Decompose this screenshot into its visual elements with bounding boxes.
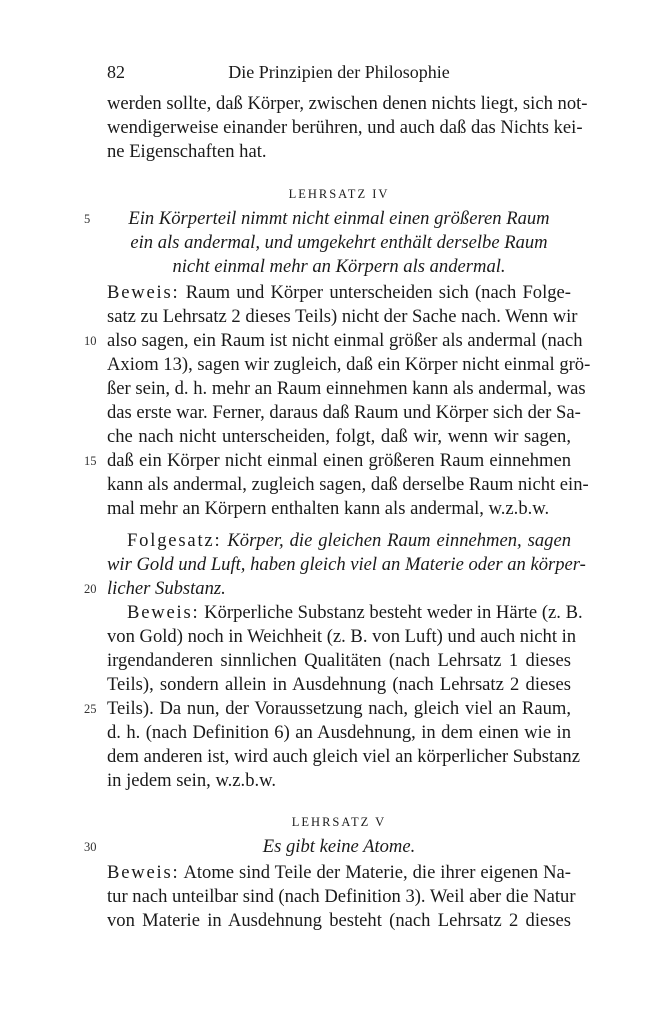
text-line: Axiom 13), sagen wir zugleich, daß ein Körper nicht einmal grö- xyxy=(107,354,591,375)
text-span: Atome sind Teile der Materie, die ihrer eigenen Na- xyxy=(179,862,571,883)
line-number: 15 xyxy=(84,454,97,468)
text-line xyxy=(107,281,571,305)
proof-label: Beweis: xyxy=(107,282,180,303)
text-line: Teils). Da nun, der Voraussetzung nach, gleich viel an Raum, xyxy=(107,698,571,719)
text-line: wendigerweise einander berühren, und auch daß das Nichts kei- xyxy=(107,117,583,138)
theorem-statement-line: nicht einmal mehr an Körpern als andermal. xyxy=(172,256,506,277)
line-number: 20 xyxy=(84,582,97,596)
text-line xyxy=(107,601,583,625)
text-line: das erste war. Ferner, daraus daß Raum und Körper sich der Sa- xyxy=(107,402,581,423)
proof-label: Beweis: xyxy=(127,602,200,623)
text-line: wir Gold und Luft, haben gleich viel an Materie oder an körper- xyxy=(107,554,586,575)
text-line: tur nach unteilbar sind (nach Definition 3). Weil aber die Natur xyxy=(107,886,576,907)
theorem-heading: LEHRSATZ V xyxy=(291,815,387,829)
page-number: 82 xyxy=(107,62,125,82)
line-number: 25 xyxy=(84,702,97,716)
text-line: von Gold) noch in Weichheit (z. B. von Luft) und auch nicht in xyxy=(107,626,577,647)
theorem-statement-line: Ein Körperteil nimmt nicht einmal einen größeren Raum xyxy=(128,208,550,229)
line-number: 30 xyxy=(84,840,97,854)
text-line: dem anderen ist, wird auch gleich viel an körperlicher Substanz xyxy=(107,746,580,767)
text-line: mal mehr an Körpern enthalten kann als andermal, w.z.b.w. xyxy=(107,498,550,519)
text-line xyxy=(107,529,571,553)
theorem-statement-line: Es gibt keine Atome. xyxy=(262,836,416,857)
text-line: ßer sein, d. h. mehr an Raum einnehmen kann als andermal, was xyxy=(107,378,586,399)
text-line: also sagen, ein Raum ist nicht einmal größer als andermal (nach xyxy=(107,330,583,351)
text-line: von Materie in Ausdehnung besteht (nach Lehrsatz 2 dieses xyxy=(107,910,571,931)
running-title: Die Prinzipien der Philosophie xyxy=(228,62,450,82)
text-line: licher Substanz. xyxy=(107,578,226,599)
line-number: 5 xyxy=(84,212,91,226)
theorem-statement-line: ein als andermal, und umgekehrt enthält derselbe Raum xyxy=(130,232,548,253)
theorem-heading: LEHRSATZ IV xyxy=(288,187,390,201)
text-line: kann als andermal, zugleich sagen, daß derselbe Raum nicht ein- xyxy=(107,474,589,495)
text-line: daß ein Körper nicht einmal einen größeren Raum einnehmen xyxy=(107,450,571,471)
text-span: Körperliche Substanz besteht weder in Härte (z. B. xyxy=(199,602,583,623)
text-line: in jedem sein, w.z.b.w. xyxy=(107,770,277,791)
text-span: Raum und Körper unterscheiden sich (nach Folge- xyxy=(179,282,571,303)
line-number: 10 xyxy=(84,334,97,348)
proof-label: Beweis: xyxy=(107,862,180,883)
text-line: d. h. (nach Definition 6) an Ausdehnung, in dem einen wie in xyxy=(107,722,571,743)
corollary-label: Folgesatz: xyxy=(127,530,222,551)
text-line: Teils), sondern allein in Ausdehnung (nach Lehrsatz 2 dieses xyxy=(107,674,571,695)
text-span: Körper, die gleichen Raum einnehmen, sagen xyxy=(221,530,571,551)
text-line: che nach nicht unterscheiden, folgt, daß wir, wenn wir sagen, xyxy=(107,426,571,447)
text-line: satz zu Lehrsatz 2 dieses Teils) nicht der Sache nach. Wenn wir xyxy=(107,306,578,327)
text-line xyxy=(107,861,571,885)
text-line: irgendanderen sinnlichen Qualitäten (nach Lehrsatz 1 dieses xyxy=(107,650,571,671)
text-line: werden sollte, daß Körper, zwischen denen nichts liegt, sich not- xyxy=(107,93,588,114)
text-line: ne Eigenschaften hat. xyxy=(107,141,267,162)
